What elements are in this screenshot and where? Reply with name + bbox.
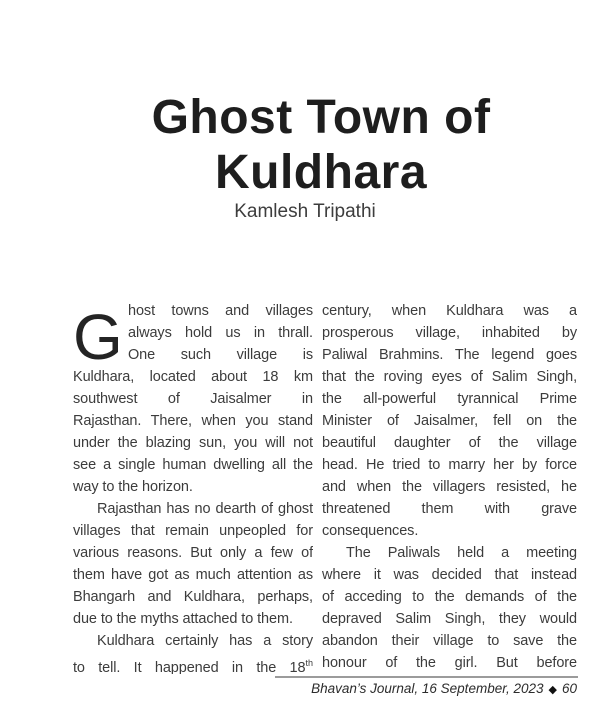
text-line: see a single human dwelling all the (73, 457, 313, 473)
column-left (73, 300, 313, 674)
text-line: depraved Salim Singh, they would (322, 611, 577, 627)
text-line: host towns and villages (128, 303, 313, 319)
article-body (73, 300, 577, 674)
title-line-2: Kuldhara (214, 146, 428, 199)
text-line: honour of the girl. But before (322, 655, 577, 671)
text-line: where it was decided that instead (322, 567, 577, 583)
text-line: Kuldhara certainly has a story (97, 633, 313, 649)
title-line-1: Ghost Town of (151, 91, 491, 144)
text-line: century, when Kuldhara was a (322, 303, 577, 319)
text-line: Rajasthan. There, when you stand (73, 413, 313, 429)
text-line: southwest of Jaisalmer in (73, 391, 313, 407)
author-byline: Kamlesh Tripathi (234, 201, 376, 222)
footer-divider (275, 676, 578, 678)
text-line: the all-powerful tyrannical Prime (322, 391, 577, 407)
text-line: and when the villagers resisted, he (322, 479, 577, 495)
text-line: One such village is (128, 347, 313, 363)
text-line (73, 652, 313, 674)
journal-name: Bhavan’s Journal, 16 September, 2023 (311, 681, 544, 696)
diamond-icon: ◆ (548, 684, 557, 696)
text-line: head. He tried to marry her by force (322, 457, 577, 473)
text-line: Rajasthan has no dearth of ghost (97, 501, 313, 517)
text-line: of acceding to the demands of the (322, 589, 577, 605)
journal-footer (311, 681, 577, 696)
text-line: beautiful daughter of the village (322, 435, 577, 451)
text-line: villages that remain unpeopled for (73, 523, 313, 539)
text-line: that the roving eyes of Salim Singh, (322, 369, 577, 385)
text-line: consequences. (322, 523, 419, 539)
text-line: Bhangarh and Kuldhara, perhaps, (73, 589, 313, 605)
text-line: Minister of Jaisalmer, fell on the (322, 413, 577, 429)
text-line: always hold us in thrall. (128, 325, 313, 341)
text-line: prosperous village, inhabited by (322, 325, 577, 341)
text-line: way to the horizon. (73, 479, 193, 495)
column-right (322, 300, 577, 674)
ordinal-superscript: th (305, 658, 313, 668)
text-line-fragment: to tell. It happened in the 18 (73, 659, 306, 674)
text-line: various reasons. But only a few of (73, 545, 313, 561)
text-line: threatened them with grave (322, 501, 577, 517)
article-title (16, 90, 610, 200)
text-line: Paliwal Brahmins. The legend goes (322, 347, 577, 363)
text-line: abandon their village to save the (322, 633, 577, 649)
text-line: The Paliwals held a meeting (346, 545, 577, 561)
text-line: them have got as much attention as (73, 567, 313, 583)
text-line: under the blazing sun, you will not (73, 435, 313, 451)
text-line: due to the myths attached to them. (73, 611, 293, 627)
drop-cap: G (73, 301, 123, 373)
page-number: 60 (561, 681, 577, 696)
text-line: Kuldhara, located about 18 km (73, 369, 313, 385)
